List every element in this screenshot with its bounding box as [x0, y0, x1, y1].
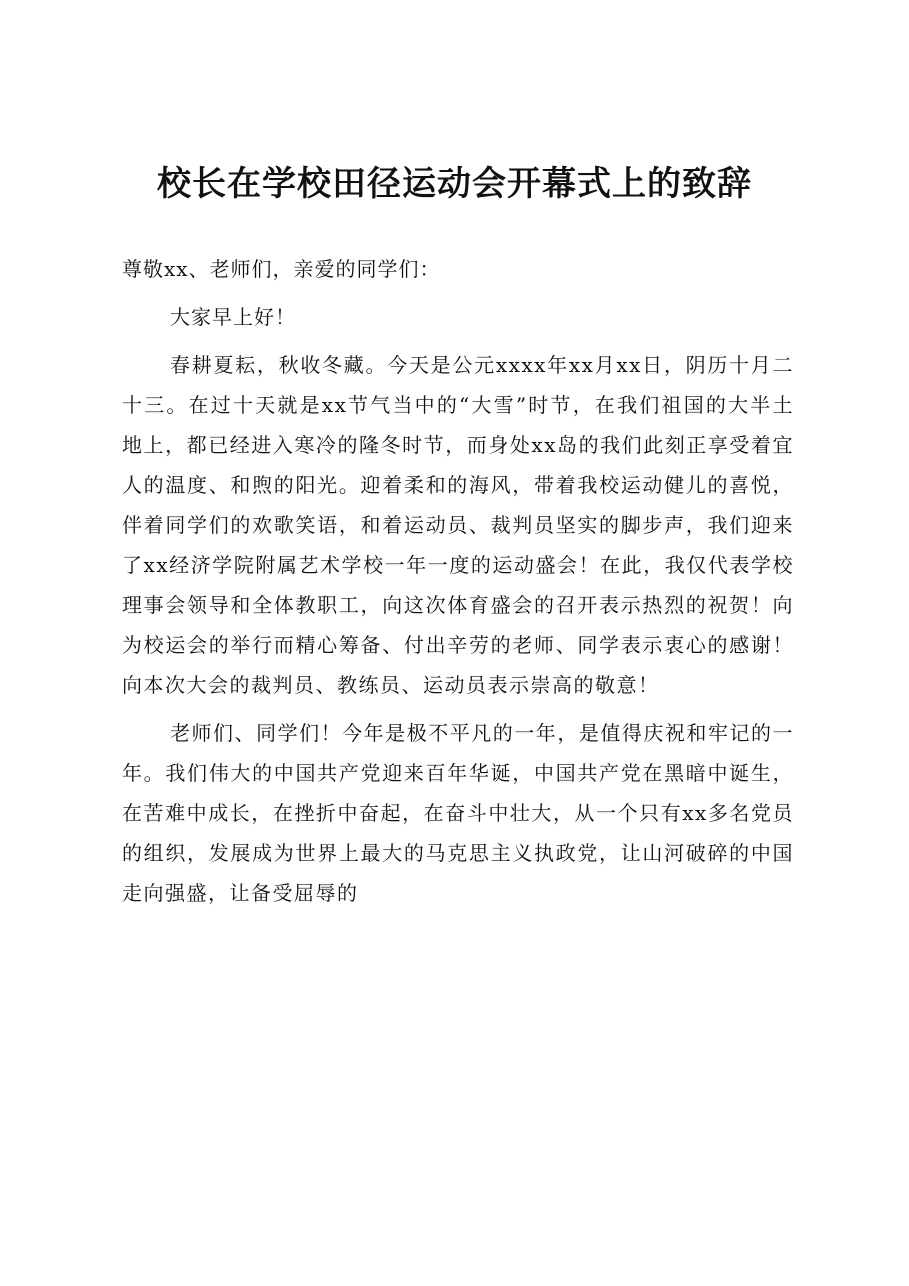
- document-title: 校长在学校田径运动会开幕式上的致辞: [157, 164, 752, 204]
- greeting: 大家早上好！: [170, 305, 296, 329]
- salutation: 尊敬xx、老师们，亲爱的同学们：: [122, 257, 441, 281]
- paragraph-party-centenary: 老师们、同学们！今年是极不平凡的一年，是值得庆祝和牢记的一年。我们伟大的中国共产党迎来百年华诞，中国共产党在黑暗中诞生，在苦难中成长，在挫折中奋起，在奋斗中壮大，从一个只有xx多名党员的组织，发展成为世界上最大的马克思主义执政党，让山河破碎的中国走向强盛，让备受屈辱的: [122, 721, 794, 905]
- paragraph-opening: 春耕夏耘，秋收冬藏。今天是公元xxxx年xx月xx日，阴历十月二十三。在过十天就是xx节气当中的“大雪”时节，在我们祖国的大半土地上，都已经进入寒冷的隆冬时节，而身处xx岛的我们此刻正享受着宜人的温度、和煦的阳光。迎着柔和的海风，带着我校运动健儿的喜悦，伴着同学们的欢歌笑语，和着运动员、裁判员坚实的脚步声，我们迎来了xx经济学院附属艺术学校一年一度的运动盛会！在此，我仅代表学校理事会领导和全体教职工，向这次体育盛会的召开表示热烈的祝贺！向为校运会的举行而精心筹备、付出辛劳的老师、同学表示衷心的感谢！向本次大会的裁判员、教练员、运动员表示崇高的敬意！: [122, 353, 794, 697]
- document-body: [122, 249, 794, 913]
